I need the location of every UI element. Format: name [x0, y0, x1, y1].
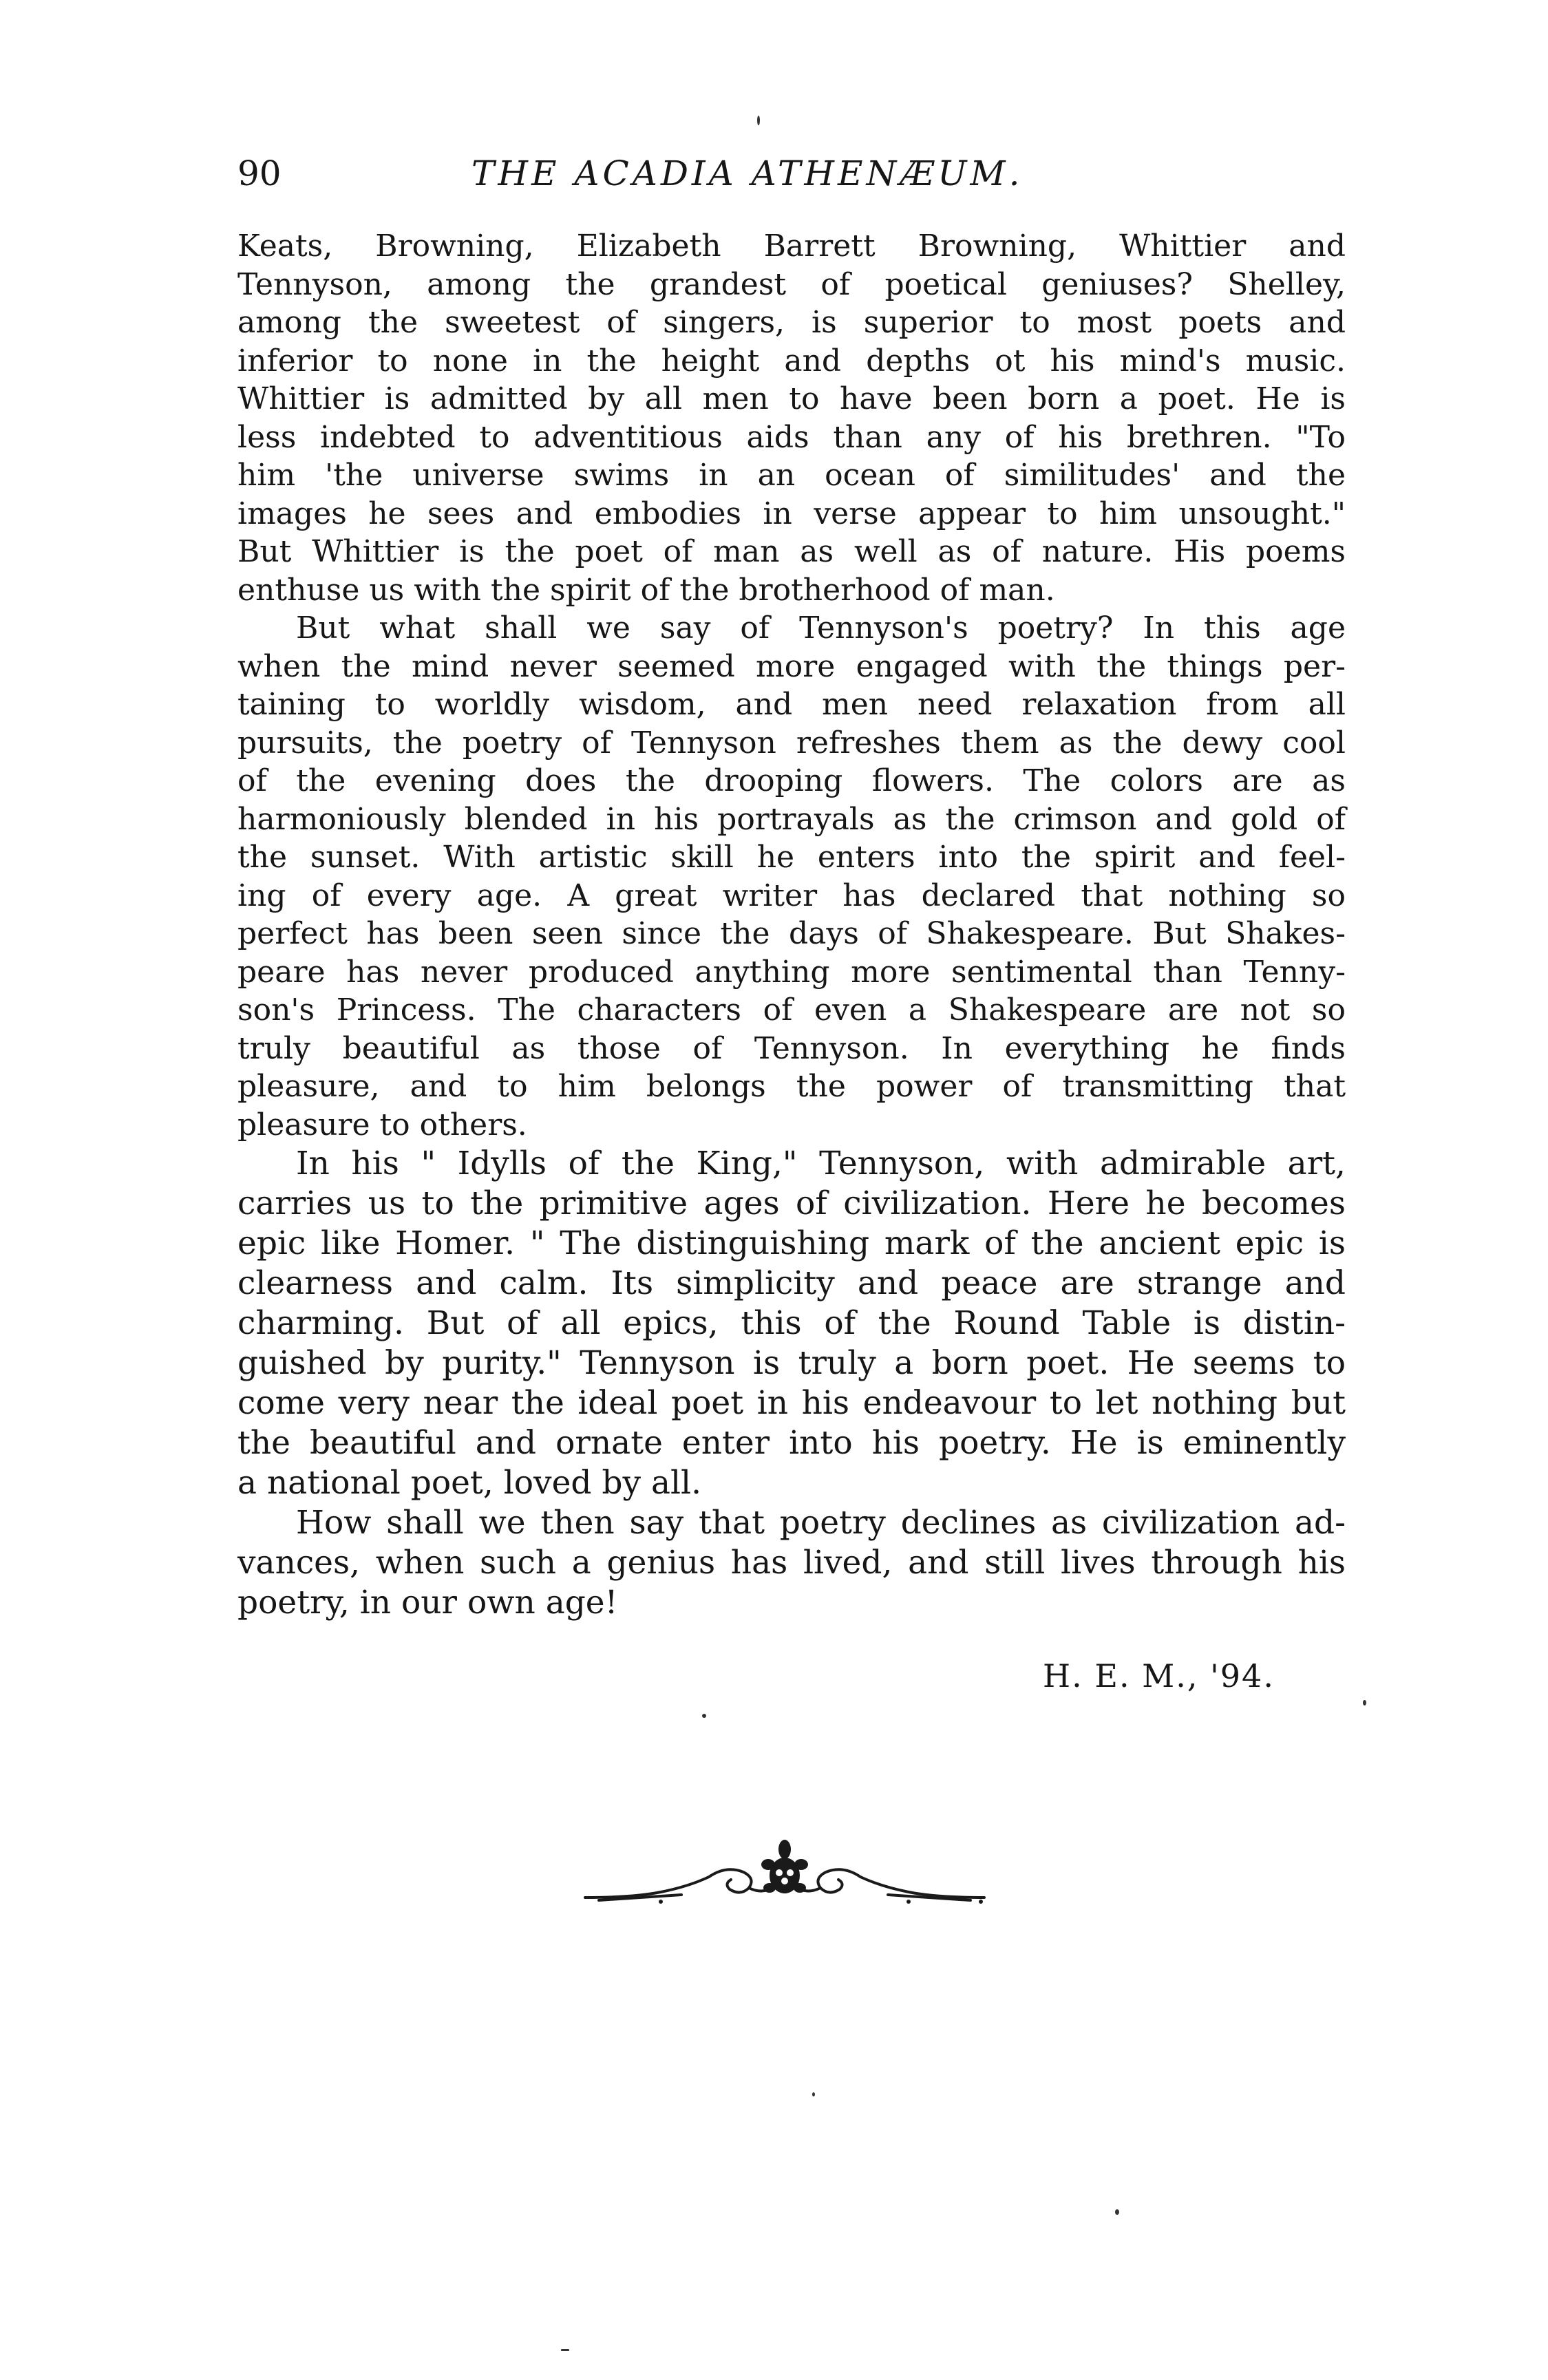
text-line: the sunset. With artistic skill he enters into the spirit and feel- — [237, 840, 1346, 875]
text-line: carries us to the primitive ages of civilization. Here he becomes — [237, 1184, 1346, 1222]
decorative-ornament-icon — [578, 1834, 991, 1910]
text-line: peare has never produced anything more sentimental than Tenny- — [237, 954, 1346, 990]
scan-speck — [561, 2349, 569, 2351]
article-body — [237, 227, 1346, 1623]
text-line: pursuits, the poetry of Tennyson refreshes them as the dewy cool — [237, 725, 1346, 761]
text-line: a national poet, loved by all. — [237, 1464, 702, 1502]
text-line: But what shall we say of Tennyson's poetry? In this age — [296, 610, 1346, 646]
text-line: ing of every age. A great writer has declared that nothing so — [237, 878, 1346, 913]
text-line: perfect has been seen since the days of Shakespeare. But Shakes- — [237, 916, 1346, 951]
page-number: 90 — [237, 153, 282, 193]
text-line: taining to worldly wisdom, and men need relaxation from all — [237, 687, 1346, 722]
text-line: Whittier is admitted by all men to have been born a poet. He is — [237, 381, 1346, 416]
text-line: when the mind never seemed more engaged with the things per- — [237, 648, 1346, 684]
page-header — [237, 153, 1215, 201]
scan-speck — [757, 116, 760, 125]
text-line: come very near the ideal poet in his endeavour to let nothing but — [237, 1384, 1346, 1422]
text-line: guished by purity." Tennyson is truly a born poet. He seems to — [237, 1344, 1346, 1382]
text-line: among the sweetest of singers, is superior to most poets and — [237, 305, 1346, 340]
text-line: pleasure to others. — [237, 1107, 527, 1143]
scan-speck — [1363, 1700, 1366, 1706]
text-line: the beautiful and ornate enter into his poetry. He is eminently — [237, 1424, 1346, 1462]
text-line: But Whittier is the poet of man as well as of nature. His poems — [237, 534, 1346, 569]
text-line: Keats, Browning, Elizabeth Barrett Browning, Whittier and — [237, 229, 1346, 264]
text-line: of the evening does the drooping flowers. The colors are as — [237, 763, 1346, 798]
text-line: enthuse us with the spirit of the brotherhood of man. — [237, 572, 1055, 608]
text-line: charming. But of all epics, this of the Round Table is distin- — [237, 1304, 1346, 1342]
text-line: him 'the universe swims in an ocean of similitudes' and the — [237, 458, 1346, 493]
text-line: In his " Idylls of the King," Tennyson, with admirable art, — [296, 1145, 1346, 1182]
text-line: Tennyson, among the grandest of poetical geniuses? Shelley, — [237, 266, 1346, 302]
text-line: son's Princess. The characters of even a Shakespeare are not so — [237, 992, 1346, 1028]
author-signature: H. E. M., '94. — [1043, 1657, 1275, 1694]
text-line: images he sees and embodies in verse appear to him unsought." — [237, 496, 1346, 531]
text-line: vances, when such a genius has lived, and still lives through his — [237, 1544, 1346, 1582]
paragraph — [237, 1144, 1346, 1503]
running-title: THE ACADIA ATHENÆUM. — [471, 153, 1024, 193]
text-line: harmoniously blended in his portrayals as the crimson and gold of — [237, 801, 1346, 837]
paragraph — [237, 1503, 1346, 1623]
text-line: inferior to none in the height and depths ot his mind's music. — [237, 343, 1346, 379]
scan-speck — [1115, 2209, 1119, 2215]
scan-speck — [812, 2092, 815, 2096]
text-line: How shall we then say that poetry declines as civilization ad- — [296, 1504, 1346, 1542]
text-line: pleasure, and to him belongs the power of transmitting that — [237, 1069, 1346, 1104]
text-line: epic like Homer. " The distinguishing mark of the ancient epic is — [237, 1224, 1346, 1262]
text-line: clearness and calm. Its simplicity and peace are strange and — [237, 1264, 1346, 1302]
text-line: truly beautiful as those of Tennyson. In everything he finds — [237, 1030, 1346, 1066]
text-line: poetry, in our own age! — [237, 1584, 618, 1622]
paragraph — [237, 609, 1346, 1144]
text-line: less indebted to adventitious aids than any of his brethren. "To — [237, 419, 1346, 455]
paragraph — [237, 227, 1346, 609]
scan-speck — [702, 1714, 706, 1718]
